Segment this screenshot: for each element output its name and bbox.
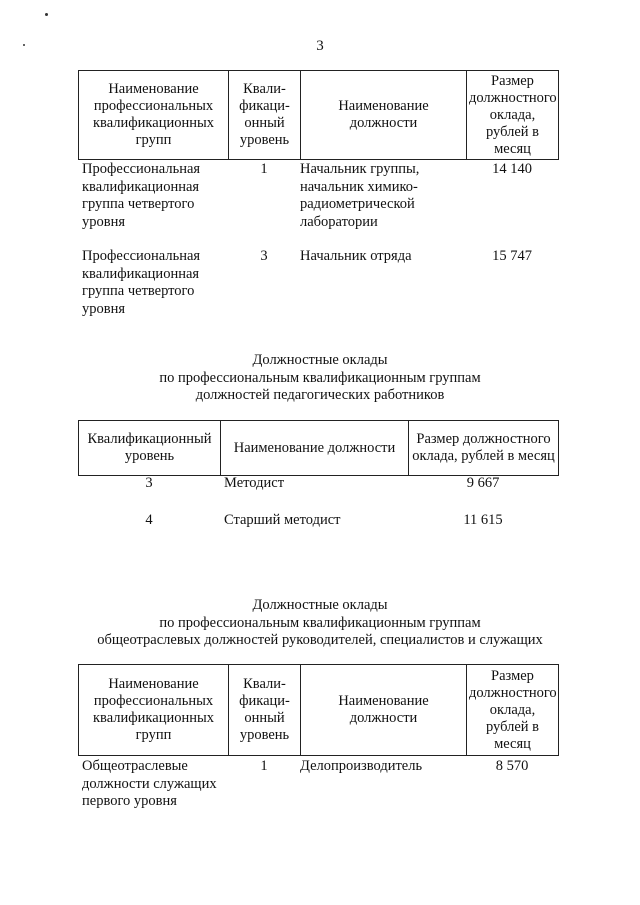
section3-heading: [60, 597, 580, 650]
scan-speck: [45, 13, 48, 16]
table3-header-position: Наименование должности: [301, 665, 467, 756]
table3-row1-salary: 8 570: [495, 758, 529, 774]
page-number: 3: [316, 38, 324, 54]
table1-header-group: Наименование профессиональных квалификационных групп: [79, 71, 229, 160]
table2-header-salary: Размер должностного оклада, рублей в месяц: [409, 421, 559, 476]
table1-row2-position: Начальник отряда: [300, 248, 412, 264]
table1-header-level: Квали- фикаци- онный уровень: [229, 71, 301, 160]
section3-title-line2: по профессиональным квалификационным группам: [159, 614, 481, 631]
table1-row2-group: Профессиональная квалификационная группа четвертого уровня: [82, 248, 201, 317]
table2-header: [78, 420, 559, 476]
table3-header-level: Квали- фикаци- онный уровень: [229, 665, 301, 756]
table1-row2-salary: 15 747: [492, 248, 532, 264]
section3-title-line3: общеотраслевых должностей руководителей, специалистов и служащих: [97, 632, 543, 648]
table3-row1-position: Делопроизводитель: [300, 758, 423, 774]
table2-row2-level: 4: [145, 512, 153, 528]
table3-header-group: Наименование профессиональных квалификационных групп: [79, 665, 229, 756]
table2-row1-position: Методист: [224, 475, 285, 491]
table1-row1-salary: 14 140: [492, 161, 532, 177]
table3-header-salary: Размер должностного оклада, рублей в месяц: [467, 665, 559, 756]
table1-header: [78, 70, 559, 160]
table1-row1-level: 1: [260, 161, 268, 177]
table3-row1-level: 1: [260, 758, 268, 774]
table2-row1-level: 3: [145, 475, 153, 491]
table2-row2-position: Старший методист: [224, 512, 341, 528]
table2-header-position: Наименование должности: [221, 421, 409, 476]
table2-row2-salary: 11 615: [463, 512, 503, 528]
table2-row1-salary: 9 667: [466, 475, 500, 491]
section2-heading: [60, 352, 580, 405]
table1-header-salary: Размер должностного оклада, рублей в месяц: [467, 71, 559, 160]
section2-title-line1: Должностные оклады: [252, 352, 388, 368]
section2-title-line2: по профессиональным квалификационным группам: [159, 369, 481, 386]
table1-row1-position: Начальник группы, начальник химико-радиометрической лаборатории: [300, 161, 420, 230]
table1-header-position: Наименование должности: [301, 71, 467, 160]
section2-title-line3: должностей педагогических работников: [195, 387, 445, 403]
section3-title-line1: Должностные оклады: [252, 597, 388, 613]
table1-row2-level: 3: [260, 248, 268, 264]
table3-row1-group: Общеотраслевые должности служащих первого уровня: [82, 758, 217, 809]
table3-header: [78, 664, 559, 756]
table1-row1-group: Профессиональная квалификационная группа четвертого уровня: [82, 161, 201, 230]
table2-header-level: Квалификационный уровень: [79, 421, 221, 476]
